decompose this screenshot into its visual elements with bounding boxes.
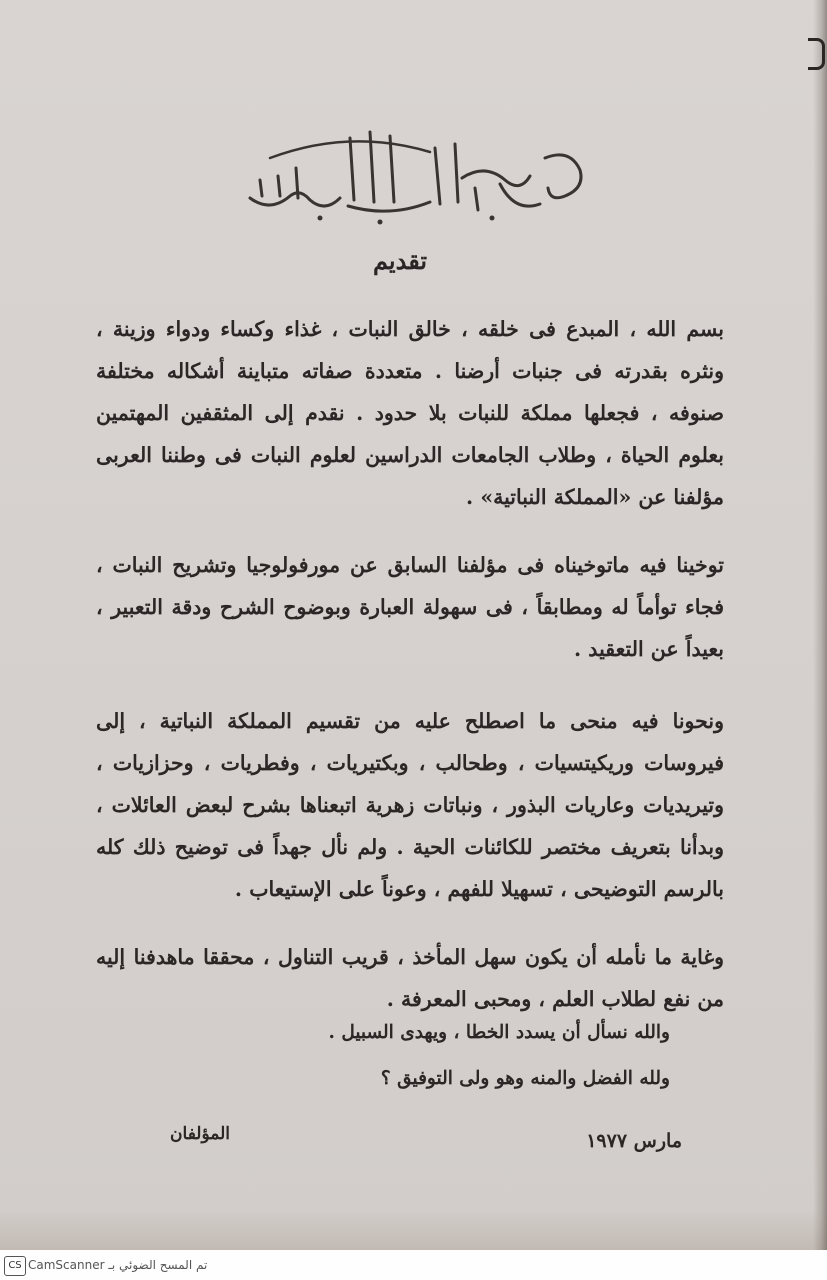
date: مارس ١٩٧٧	[586, 1130, 682, 1152]
scanner-footer	[0, 1250, 827, 1280]
page-bottom-shadow	[0, 1210, 827, 1250]
paragraph-3: ونحونا فيه منحى ما اصطلح عليه من تقسيم المملكة النباتية ، إلى فيروسات وريكيتسيات ، وطحالب ، وبكتيريات ، وفطريات ، وحزازيات ، وتيريديات وعاريات البذور ، ونباتات زهرية اتبعناها بشرح لبعض العائلات ، وبدأنا بتعريف مختصر للكائنات الحية . ولم نأل جهداً فى توضيح ذلك كله بالرسم التوضيحى ، تسهيلا للفهم ، وعوناً على الإستيعاب .	[96, 709, 724, 901]
signature: المؤلفان	[170, 1124, 230, 1144]
closing-line-1: والله نسأل أن يسدد الخطا ، ويهدى السبيل .	[328, 1022, 670, 1043]
paragraph-1: بسم الله ، المبدع فى خلقه ، خالق النبات ، غذاء وكساء ودواء وزينة ، ونثره بقدرته فى جنبات أرضنا . متعددة صفاته متباينة أشكاله مختلفة صنوفه ، فجعلها مملكة للنبات بلا حدود . نقدم إلى المثقفين المهتمين بعلوم الحياة ، وطلاب الجامعات الدراسين لعلوم النبات فى وطننا العربى مؤلفنا عن «المملكة النباتية» .	[96, 317, 724, 509]
page-edge-shadow	[813, 0, 827, 1250]
body-text	[96, 308, 724, 1020]
scanner-watermark-text: تم المسح الضوئي بـ CamScanner	[28, 1258, 208, 1272]
closing-line-2: ولله الفضل والمنه وهو ولى التوفيق ؟	[380, 1068, 670, 1089]
page-heading: تقديم	[372, 246, 428, 275]
camscanner-logo-icon: CS	[4, 1256, 26, 1276]
paragraph-4: وغاية ما نأمله أن يكون سهل المأخذ ، قريب التناول ، محققا ماهدفنا إليه من نفع لطلاب العلم ، ومحبى المعرفة .	[96, 945, 724, 1011]
basmala-calligraphy	[230, 118, 600, 228]
paper-clip-mark	[808, 38, 825, 70]
paragraph-2: توخينا فيه ماتوخيناه فى مؤلفنا السابق عن مورفولوجيا وتشريح النبات ، فجاء توأماً له ومطابقاً ، فى سهولة العبارة وبوضوح الشرح ودقة التعبير ، بعيداً عن التعقيد .	[96, 553, 724, 661]
